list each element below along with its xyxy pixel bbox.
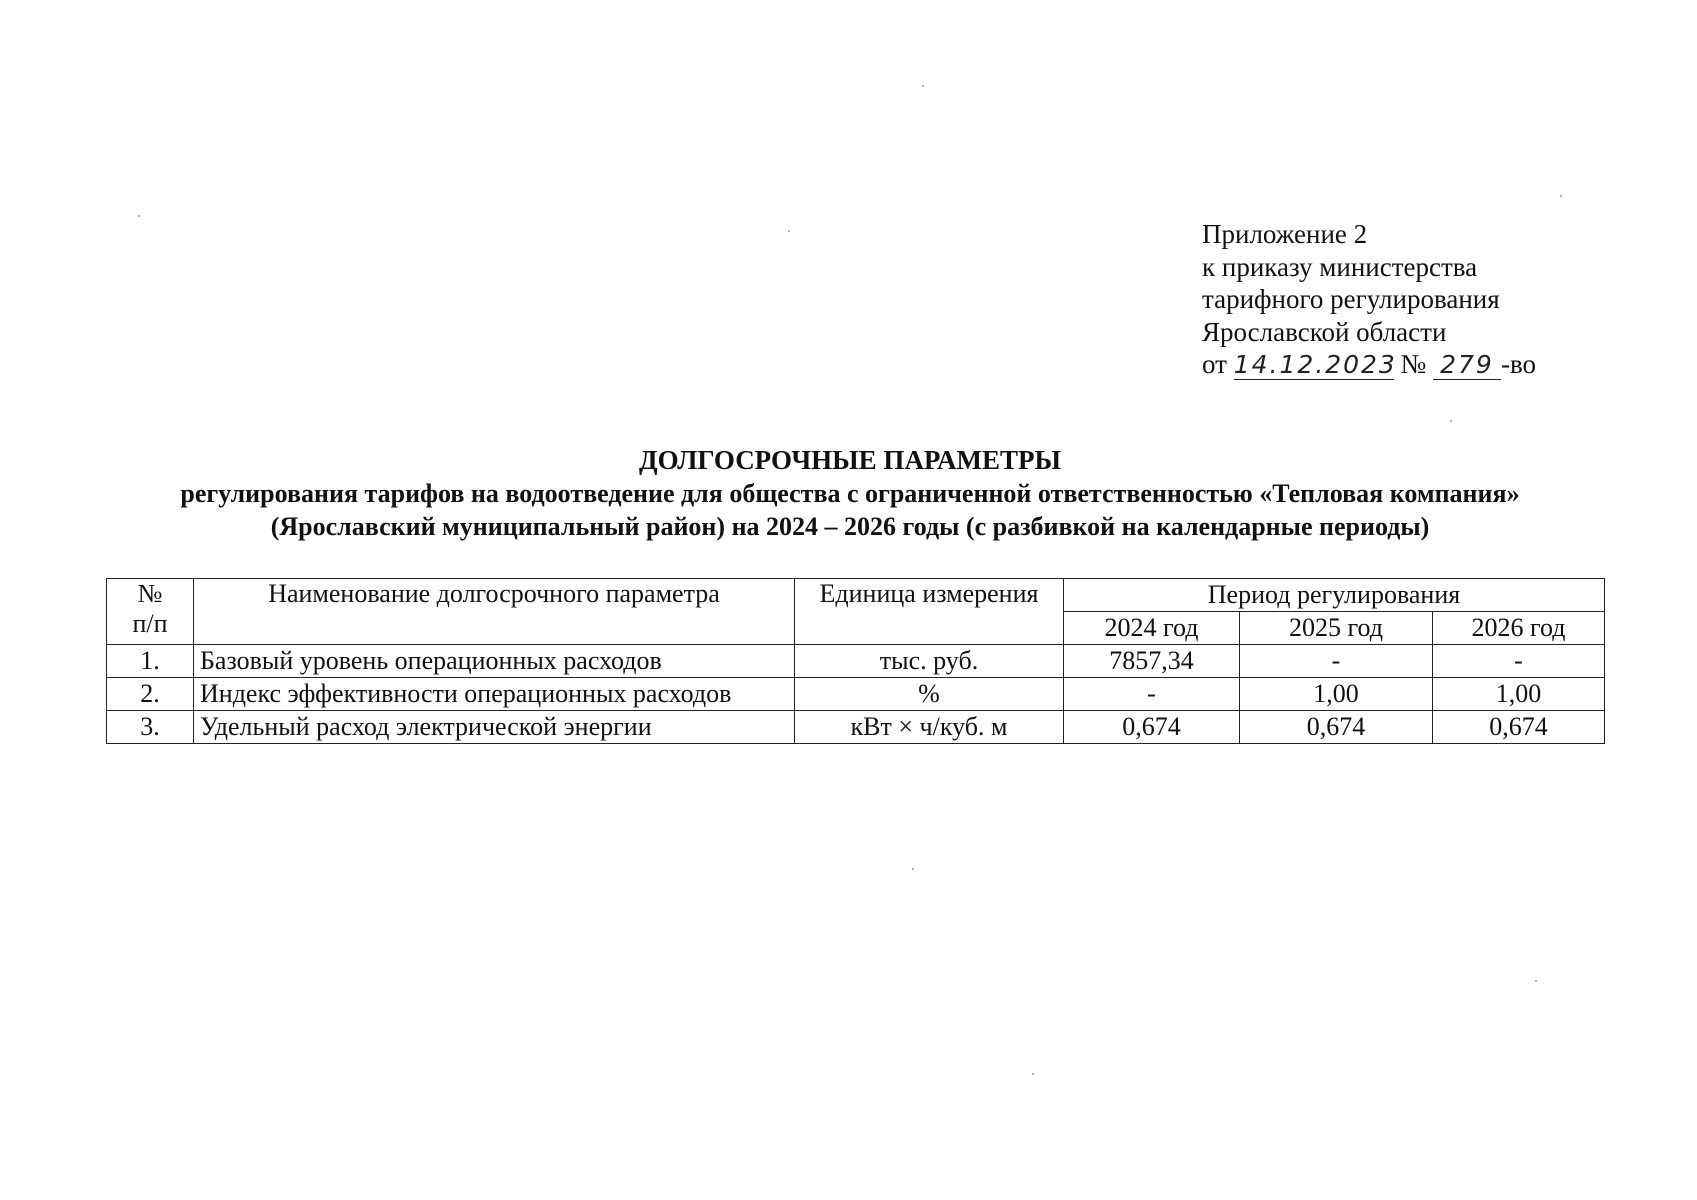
row-value-2026: 1,00 [1433, 678, 1605, 711]
table-row [107, 678, 1605, 711]
row-unit: тыс. руб. [795, 645, 1064, 678]
row-value-2024: - [1064, 678, 1240, 711]
table-header-row [107, 579, 1605, 612]
scan-speck [922, 85, 924, 87]
appendix-line-3: тарифного регулирования [1202, 284, 1500, 314]
document-heading [100, 444, 1600, 543]
scan-speck [1032, 1073, 1034, 1075]
table-row [107, 645, 1605, 678]
row-value-2024: 0,674 [1064, 711, 1240, 744]
scan-speck [912, 868, 914, 870]
row-value-2025: 1,00 [1240, 678, 1433, 711]
header-year-2025: 2025 год [1240, 612, 1433, 645]
row-value-2026: 0,674 [1433, 711, 1605, 744]
header-period: Период регулирования [1064, 579, 1605, 612]
order-number: 279 [1433, 351, 1501, 380]
from-label: от [1202, 349, 1227, 379]
header-unit: Единица измерения [795, 579, 1064, 645]
number-label: № [1400, 349, 1427, 379]
order-suffix: -во [1500, 349, 1537, 379]
header-name: Наименование долгосрочного параметра [194, 579, 795, 645]
header-number-line-2: п/п [132, 609, 168, 638]
scan-speck [1450, 420, 1452, 422]
row-parameter-name: Базовый уровень операционных расходов [194, 645, 795, 678]
header-number [107, 579, 194, 645]
title-subline-2: (Ярославский муниципальный район) на 2024 – 2026 годы (с разбивкой на календарные периоды) [270, 512, 1430, 541]
header-year-2026: 2026 год [1433, 612, 1605, 645]
scan-speck [138, 215, 140, 217]
row-parameter-name: Индекс эффективности операционных расходов [194, 678, 795, 711]
row-parameter-name: Удельный расход электрической энергии [194, 711, 795, 744]
title-subline-1: регулирования тарифов на водоотведение для общества с ограниченной ответственностью «Тепловая компания» [180, 479, 1520, 508]
row-number: 3. [107, 711, 194, 744]
row-number: 1. [107, 645, 194, 678]
page-title: ДОЛГОСРОЧНЫЕ ПАРАМЕТРЫ [639, 445, 1061, 475]
scan-speck [788, 230, 790, 232]
row-value-2026: - [1433, 645, 1605, 678]
row-value-2025: 0,674 [1240, 711, 1433, 744]
scan-speck [1535, 980, 1537, 982]
scan-speck [1560, 195, 1562, 197]
header-year-2024: 2024 год [1064, 612, 1240, 645]
parameters-table [106, 578, 1605, 744]
order-date: 14.12.2023 [1233, 350, 1397, 379]
appendix-order-line [1202, 348, 1536, 381]
row-unit: % [795, 678, 1064, 711]
table-row [107, 711, 1605, 744]
appendix-line-4: Ярославской области [1202, 316, 1447, 347]
header-number-line-1: № [137, 579, 163, 608]
row-value-2024: 7857,34 [1064, 645, 1240, 678]
row-value-2025: - [1240, 645, 1433, 678]
appendix-line-2: к приказу министерства [1202, 251, 1478, 282]
row-number: 2. [107, 678, 194, 711]
row-unit: кВт × ч/куб. м [795, 711, 1064, 744]
appendix-block [1202, 218, 1536, 381]
appendix-line-1: Приложение 2 [1202, 219, 1368, 249]
